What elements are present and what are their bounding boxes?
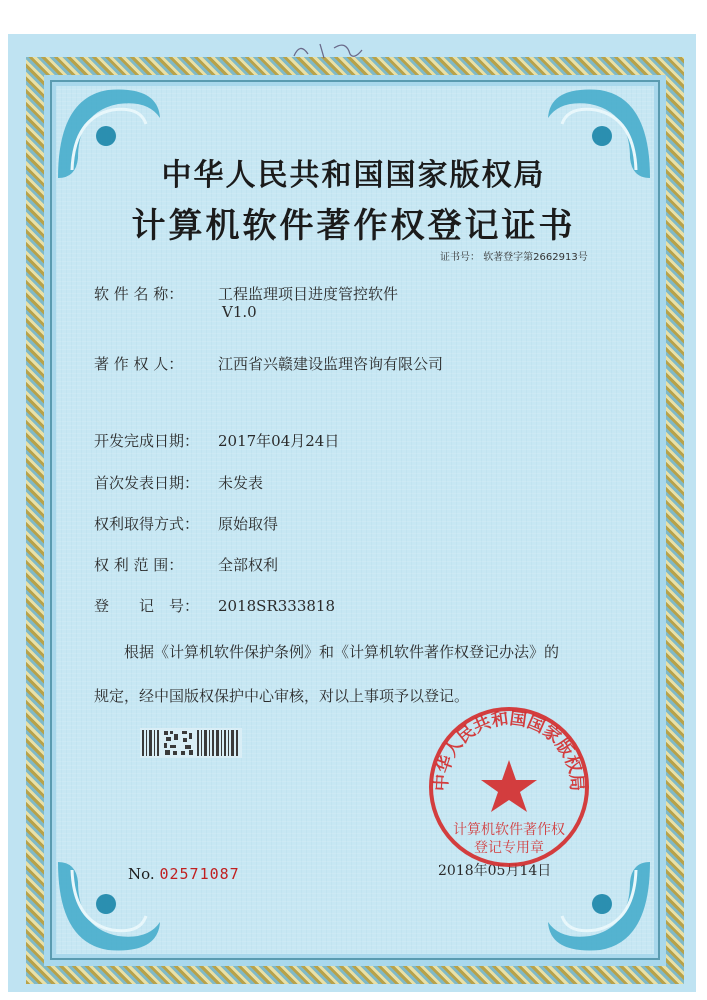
field-registration-number bbox=[94, 595, 335, 616]
field-completion-date bbox=[94, 430, 339, 451]
field-label: 著 作 权 人： bbox=[94, 355, 184, 373]
seal-line-2: 登记专用章 bbox=[474, 840, 544, 856]
field-software-name bbox=[94, 283, 398, 304]
certificate-number-value: 软著登字第2662913号 bbox=[483, 252, 588, 263]
field-software-version: V1.0 bbox=[222, 303, 257, 321]
field-copyright-owner bbox=[94, 353, 443, 374]
field-label: 登 记 号： bbox=[94, 597, 200, 615]
field-label: 软 件 名 称： bbox=[94, 285, 184, 303]
field-label: 权 利 范 围： bbox=[94, 556, 184, 574]
statement-line-2: 规定，经中国版权保护中心审核，对以上事项予以登记。 bbox=[94, 687, 470, 705]
field-acquisition-method bbox=[94, 513, 278, 534]
field-value: 2017年04月24日 bbox=[218, 432, 340, 450]
field-label: 权利取得方式： bbox=[94, 515, 200, 533]
serial-number bbox=[128, 865, 240, 883]
field-label: 首次发表日期： bbox=[94, 474, 200, 492]
serial-number-label: No. bbox=[128, 865, 155, 883]
serial-number-value: 02571087 bbox=[159, 865, 240, 883]
handwritten-mark bbox=[290, 38, 380, 62]
field-value: 未发表 bbox=[218, 474, 264, 492]
seal-ring-text: 中华人民共和国国家版权局 bbox=[431, 708, 587, 792]
field-rights-scope bbox=[94, 554, 278, 575]
certificate-title: 计算机软件著作权登记证书 bbox=[131, 206, 576, 246]
barcode bbox=[140, 728, 242, 758]
authority-title: 中华人民共和国国家版权局 bbox=[161, 158, 546, 193]
certificate-number bbox=[440, 248, 588, 263]
seal-star-icon bbox=[481, 760, 537, 812]
seal-line-1: 计算机软件著作权 bbox=[453, 822, 565, 838]
field-publish-date bbox=[94, 472, 263, 493]
statement-line-1: 根据《计算机软件保护条例》和《计算机软件著作权登记办法》的 bbox=[124, 643, 560, 661]
issue-date: 2018年05月14日 bbox=[438, 863, 552, 879]
certificate-number-label: 证书号： bbox=[440, 252, 480, 263]
field-value: 2018SR333818 bbox=[218, 597, 336, 615]
official-seal bbox=[424, 702, 594, 872]
field-value: 江西省兴赣建设监理咨询有限公司 bbox=[218, 355, 444, 373]
field-value: 全部权利 bbox=[218, 556, 279, 574]
field-label: 开发完成日期： bbox=[94, 432, 200, 450]
field-value: 工程监理项目进度管控软件 bbox=[218, 285, 399, 303]
field-value: 原始取得 bbox=[218, 515, 279, 533]
